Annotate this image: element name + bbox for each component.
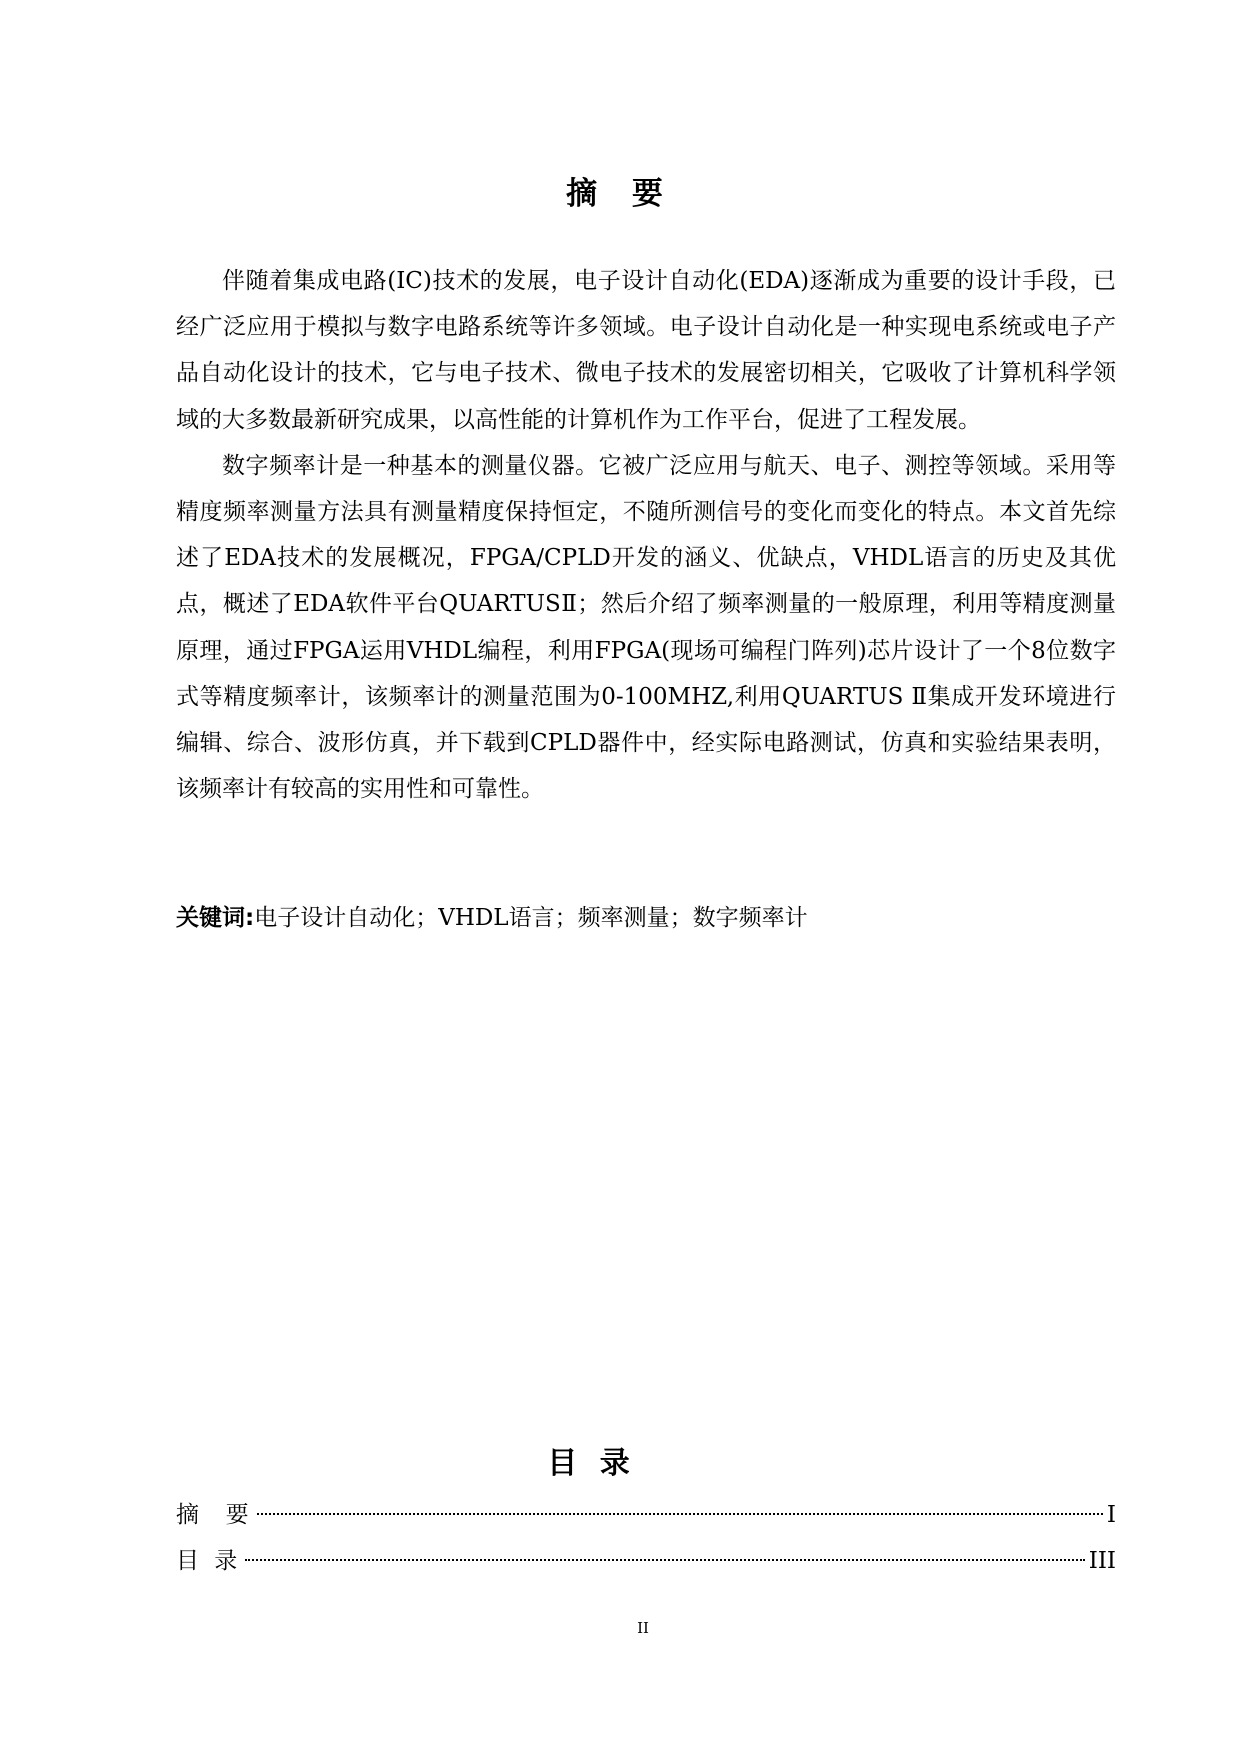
- toc-dot-leader: [245, 1559, 1084, 1561]
- abstract-body: [176, 258, 1116, 812]
- toc-list: [176, 1492, 1116, 1584]
- abstract-title: 摘 要: [566, 176, 675, 212]
- toc-title: 目 录: [547, 1446, 636, 1481]
- toc-entry-abstract[interactable]: [176, 1492, 1116, 1538]
- toc-dot-leader: [257, 1513, 1103, 1515]
- keywords-text: 电子设计自动化；VHDL语言；频率测量；数字频率计: [254, 905, 808, 931]
- toc-entry-page: I: [1106, 1502, 1116, 1528]
- keywords-line: [176, 898, 1116, 938]
- toc-entry-label: 目 录: [176, 1548, 242, 1574]
- abstract-paragraph: 伴随着集成电路(IC)技术的发展，电子设计自动化(EDA)逐渐成为重要的设计手段，已经广泛应用于模拟与数字电路系统等许多领域。电子设计自动化是一种实现电系统或电子产品自动化设计的技术，它与电子技术、微电子技术的发展密切相关，它吸收了计算机科学领域的大多数最新研究成果，以高性能的计算机作为工作平台，促进了工程发展。: [176, 268, 1116, 433]
- toc-entry-page: III: [1088, 1548, 1116, 1574]
- toc-entry-label: 摘 要: [176, 1502, 253, 1528]
- keywords-label: 关键词:: [176, 905, 255, 931]
- toc-entry-contents[interactable]: [176, 1538, 1116, 1584]
- abstract-paragraph: 数字频率计是一种基本的测量仪器。它被广泛应用与航天、电子、测控等领域。采用等精度频率测量方法具有测量精度保持恒定，不随所测信号的变化而变化的特点。本文首先综述了EDA技术的发展概况，FPGA/CPLD开发的涵义、优缺点，VHDL语言的历史及其优点，概述了EDA软件平台QUARTUSⅡ；然后介绍了频率测量的一般原理，利用等精度测量原理，通过FPGA运用VHDL编程，利用FPGA(现场可编程门阵列)芯片设计了一个8位数字式等精度频率计，该频率计的测量范围为0-100MHZ,利用QUARTUS Ⅱ集成开发环境进行编辑、综合、波形仿真，并下载到CPLD器件中，经实际电路测试，仿真和实验结果表明，该频率计有较高的实用性和可靠性。: [176, 452, 1116, 803]
- page-number: II: [637, 1619, 649, 1637]
